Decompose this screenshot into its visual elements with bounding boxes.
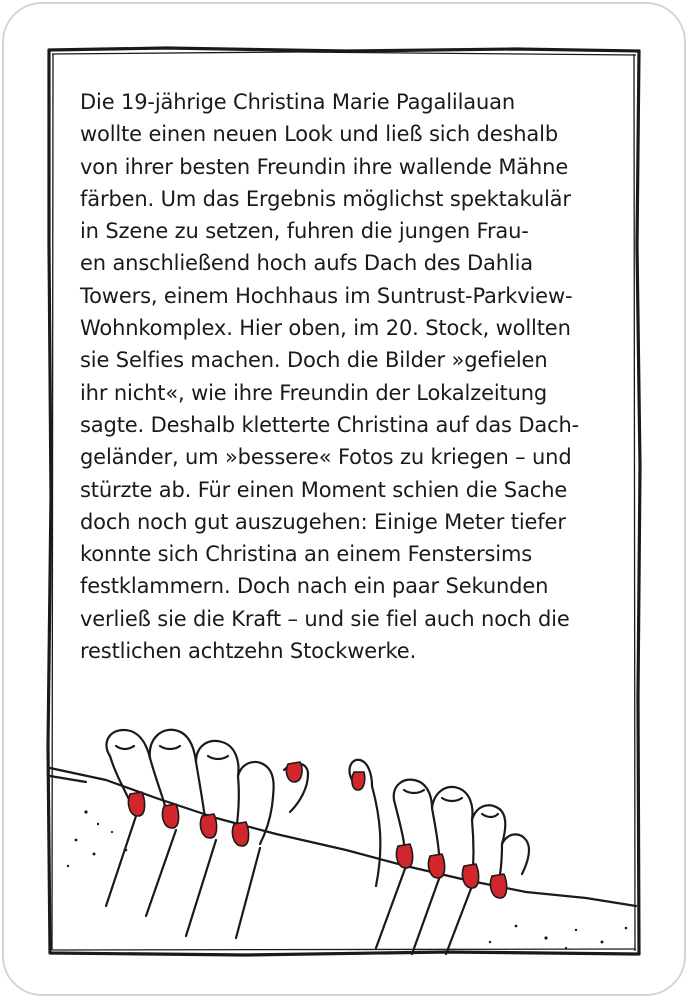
text-line: wollte einen neuen Look und ließ sich deshalb [80, 122, 559, 147]
hands-on-ledge-illustration [46, 716, 642, 961]
story-text [80, 86, 620, 667]
ledge-speckles [67, 810, 628, 949]
text-line: ihr nicht«, wie ihre Freundin der Lokalzeitung [80, 380, 548, 405]
text-line: sagte. Deshalb kletterte Christina auf das Dach- [80, 412, 580, 437]
text-line: Wohnkomplex. Hier oben, im 20. Stock, wollten [80, 316, 571, 341]
text-line: Towers, einem Hochhaus im Suntrust-Parkview- [80, 283, 573, 308]
text-line: konnte sich Christina an einem Fenstersims [80, 542, 533, 567]
text-line: in Szene zu setzen, fuhren die jungen Frau- [80, 219, 529, 244]
text-line: en anschließend hoch aufs Dach des Dahlia [80, 251, 533, 276]
text-line: stürzte ab. Für einen Moment schien die Sache [80, 477, 568, 502]
text-line: festklammern. Doch nach ein paar Sekunden [80, 574, 549, 599]
text-line: doch noch gut auszugehen: Einige Meter tiefer [80, 509, 566, 534]
text-line: geländer, um »bessere« Fotos zu kriegen – und [80, 445, 572, 470]
text-line: restlichen achtzehn Stockwerke. [80, 639, 417, 664]
text-line: von ihrer besten Freundin ihre wallende Mähne [80, 154, 569, 179]
text-line: sie Selfies machen. Doch die Bilder »gefielen [80, 348, 548, 373]
text-line: verließ sie die Kraft – und sie fiel auch noch die [80, 606, 570, 631]
text-line: färben. Um das Ergebnis möglichst spektakulär [80, 186, 571, 211]
text-line: Die 19-jährige Christina Marie Pagalilauan [80, 90, 516, 114]
ledge-edge [50, 768, 636, 906]
